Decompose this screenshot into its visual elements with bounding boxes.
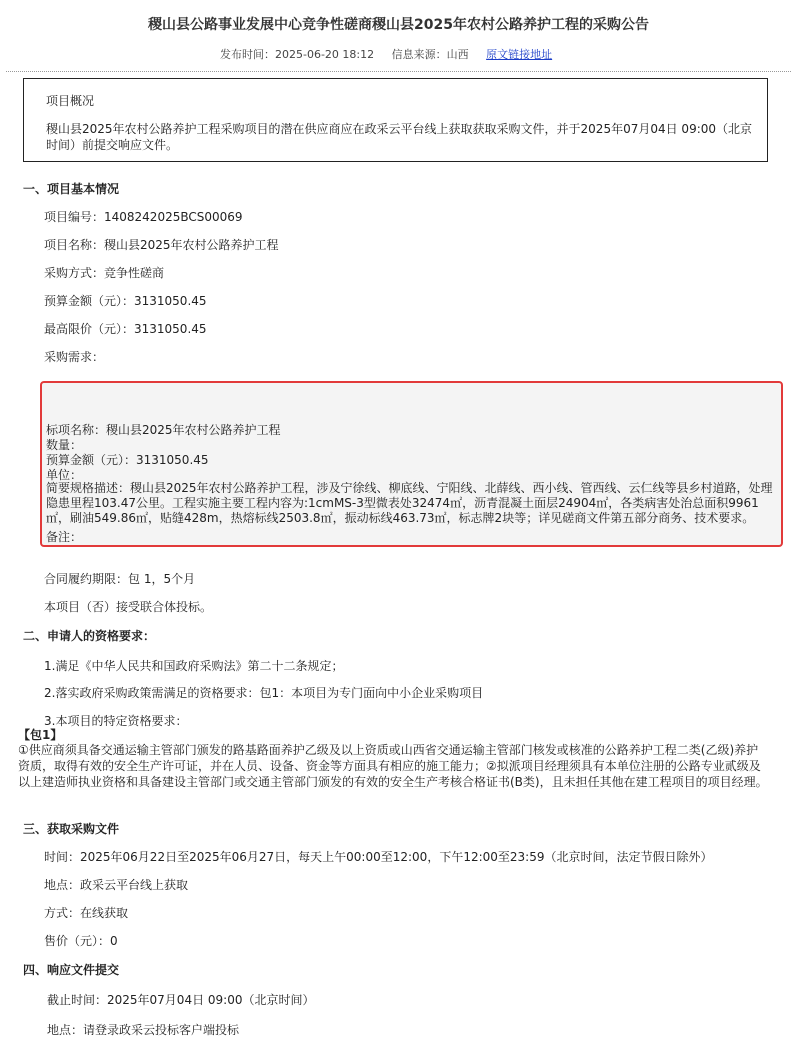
acquire-place: 地点：政采云平台线上获取 <box>44 878 189 892</box>
divider <box>6 71 791 72</box>
meta-info <box>220 46 552 62</box>
acquire-time: 时间：2025年06月22日至2025年06月27日，每天上午00:00至12:00，下午12:00至23:59（北京时间，法定节假日除外） <box>44 850 713 864</box>
item-note: 备注： <box>46 530 83 544</box>
overview-heading: 项目概况 <box>46 94 95 108</box>
max-price: 最高限价（元）：3131050.45 <box>44 322 207 336</box>
item-unit: 单位： <box>46 468 83 482</box>
section1-heading: 一、项目基本情况 <box>23 182 120 196</box>
original-link[interactable]: 原文链接地址 <box>486 48 553 61</box>
qualification-item-3: 3.本项目的特定资格要求： <box>44 714 188 728</box>
section2-heading: 二、申请人的资格要求： <box>23 629 156 643</box>
submit-place: 地点：请登录政采云投标客户端投标 <box>47 1023 240 1037</box>
contract-period: 合同履约期限：包 1，5个月 <box>44 572 196 586</box>
consortium-note: 本项目（否）接受联合体投标。 <box>44 600 213 614</box>
section3-heading: 三、获取采购文件 <box>23 822 120 836</box>
submit-deadline: 截止时间：2025年07月04日 09:00（北京时间） <box>47 993 315 1007</box>
procurement-method: 采购方式：竞争性磋商 <box>44 266 165 280</box>
section4-heading: 四、响应文件提交 <box>23 963 120 977</box>
page-title: 稷山县公路事业发展中心竞争性磋商稷山县2025年农村公路养护工程的采购公告 <box>148 17 649 33</box>
budget-amount: 预算金额（元）：3131050.45 <box>44 294 207 308</box>
publish-time: 发布时间：2025-06-20 18:12 <box>220 48 375 61</box>
item-name: 标项名称：稷山县2025年农村公路养护工程 <box>46 423 281 437</box>
item-budget: 预算金额（元）：3131050.45 <box>46 453 209 467</box>
qualification-item-2: 2.落实政府采购政策需满足的资格要求：包1：本项目为专门面向中小企业采购项目 <box>44 686 484 700</box>
info-source: 信息来源：山西 <box>391 48 469 61</box>
project-name: 项目名称：稷山县2025年农村公路养护工程 <box>44 238 279 252</box>
qualification-item-1: 1.满足《中华人民共和国政府采购法》第二十二条规定； <box>44 659 344 673</box>
overview-text: 稷山县2025年农村公路养护工程采购项目的潜在供应商应在政采云平台线上获取获取采购文件，并于2025年07月04日 09:00（北京时间）前提交响应文件。 <box>46 122 753 152</box>
acquire-way: 方式：在线获取 <box>44 906 129 920</box>
requirement-box <box>40 381 783 547</box>
qualification-detail: ①供应商须具备交通运输主管部门颁发的路基路面养护乙级及以上资质或山西省交通运输主管部门核发或核准的公路养护工程二类(乙级)养护资质，取得有效的安全生产许可证，并在人员、设备、资金等方面具有相应的施工能力；②拟派项目经理须具有本单位注册的公路专业贰级及以上建造师执业资格和具备建设主管部门或交通主管部门颁发的有效的安全生产考核合格证书(B类)，且未担任其他在建工程项目的项目经理。 <box>18 743 768 789</box>
procurement-demand: 采购需求： <box>44 350 105 364</box>
item-description: 简要规格描述：稷山县2025年农村公路养护工程，涉及宁徐线、柳底线、宁阳线、北薛线、西小线、管西线、云仁线等县乡村道路，处理隐患里程103.47公里。工程实施主要工程内容为:1cmMS-3型微表处32474㎡，沥青混凝土面层24904㎡，各类病害处治总面积9961㎡，刷油549.86㎡，贴缝428m，热熔标线2503.8㎡，振动标线463.73㎡，标志牌2块等；详见磋商文件第五部分商务、技术要求。 <box>46 481 773 525</box>
overview-box <box>23 78 768 162</box>
package-label: 【包1】 <box>18 728 63 742</box>
project-number: 项目编号：1408242025BCS00069 <box>44 210 243 224</box>
document-price: 售价（元）：0 <box>44 934 118 948</box>
item-quantity: 数量： <box>46 438 83 452</box>
